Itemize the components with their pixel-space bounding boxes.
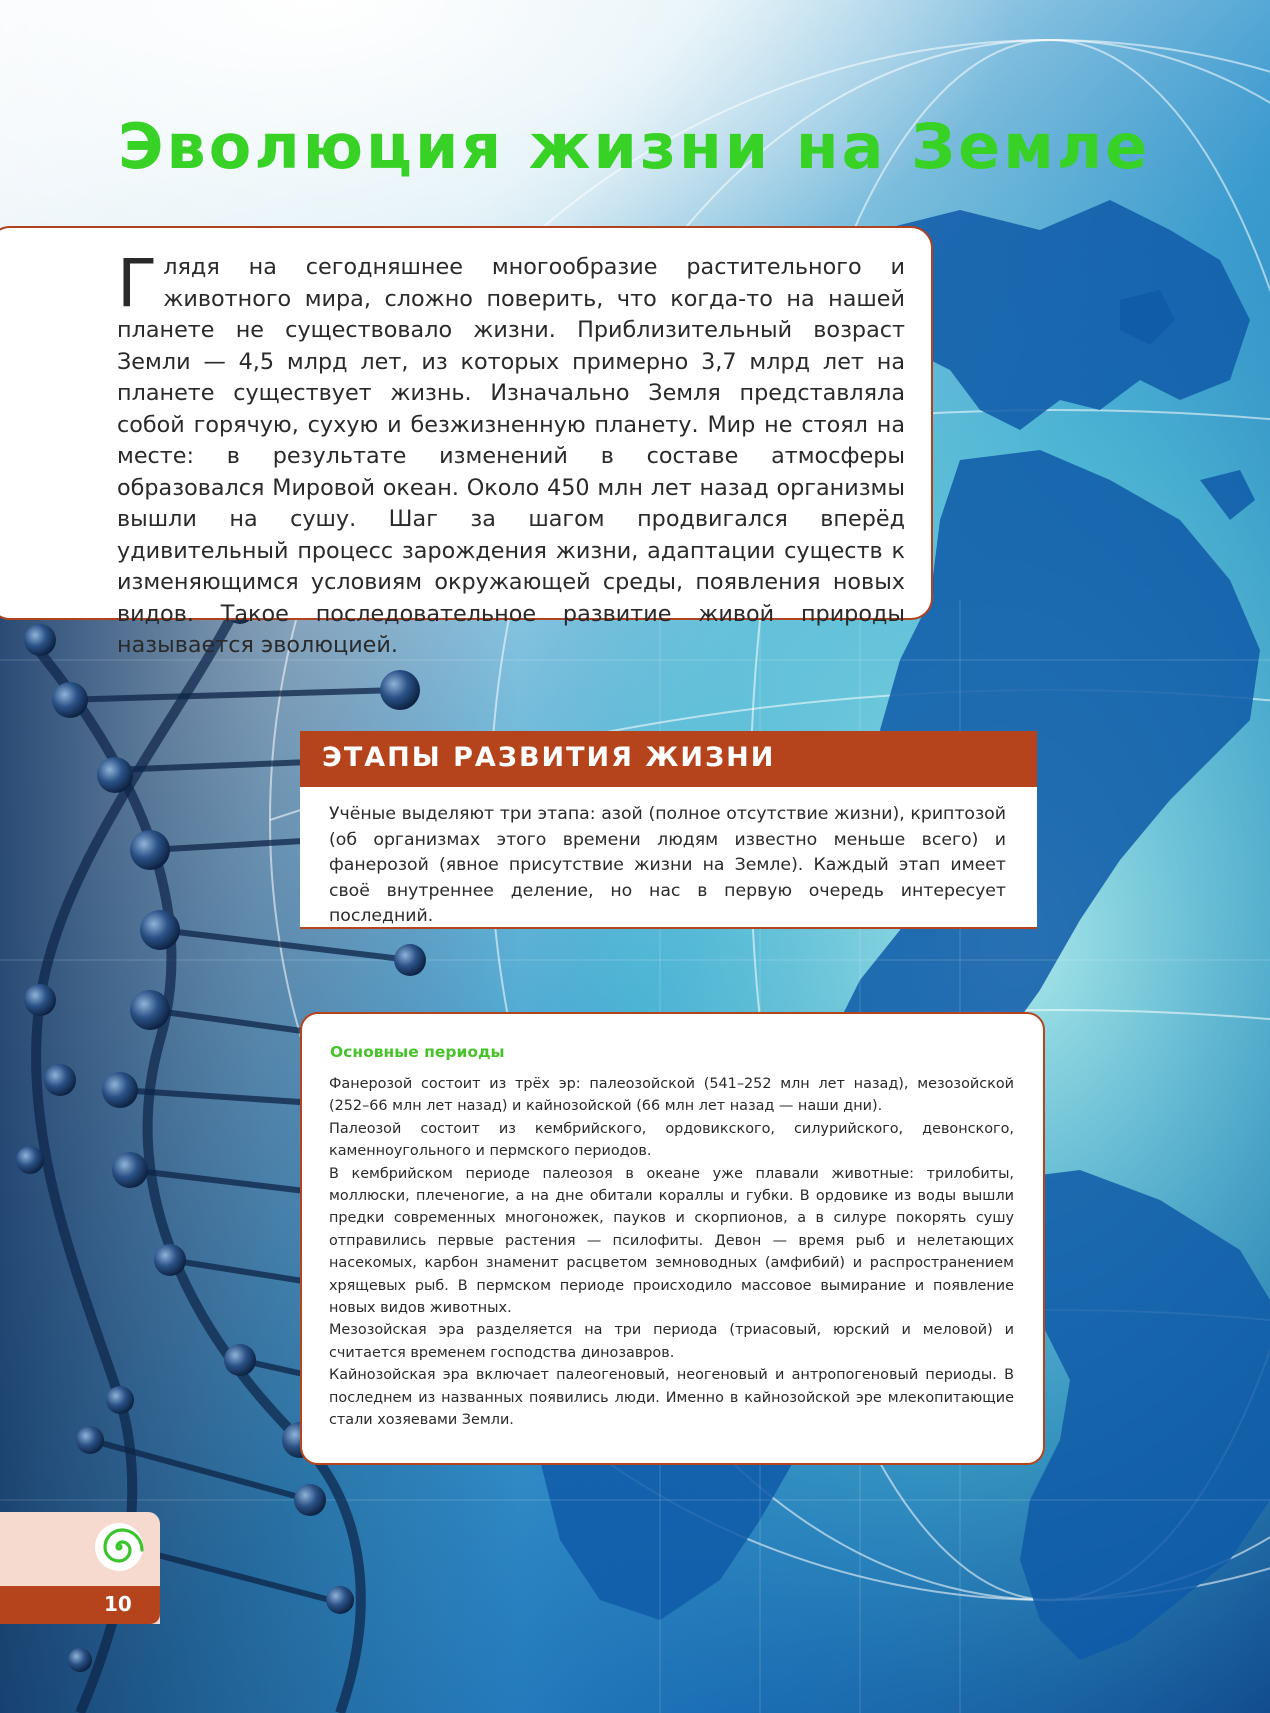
periods-paragraph: В кембрийском периоде палеозоя в океане уже плавали животные: трилобиты, моллюски, плеченогие, а на дне обитали кораллы и губки. В ордовике из воды вышли предки современных многоножек, пауков и скорпионов, а в силуре покорять сушу отправились первые растения — псилофиты. Девон — время рыб и нелетающих насекомых, карбон знаменит расцветом земноводных (амфибий) и распространением хрящевых рыб. В пермском периоде происходило массовое вымирание и появление новых видов животных.	[329, 1165, 1014, 1317]
periods-body	[329, 1073, 1014, 1432]
spiral-icon	[92, 1520, 146, 1574]
periods-paragraph: Палеозой состоит из кембрийского, ордовикского, силурийского, девонского, каменноугольного и пермского периодов.	[329, 1120, 1014, 1160]
periods-paragraph: Мезозойская эра разделяется на три периода (триасовый, юрский и меловой) и считается временем господства динозавров.	[329, 1322, 1014, 1361]
periods-paragraph: Фанерозой состоит из трёх эр: палеозойской (541–252 млн лет назад), мезозойской (252–66 млн лет назад) и кайнозойской (66 млн лет назад — наши дни).	[329, 1076, 1014, 1115]
intro-text: лядя на сегодняшнее многообразие растительного и животного мира, сложно поверить, что когда-то на нашей планете не существовало жизни. Приблизительный возраст Земли — 4,5 млрд лет, из которых примерно 3,7 млрд лет на планете существует жизнь. Изначально Земля представляла собой горячую, сухую и безжизненную планету. Мир не стоял на месте: в результате изменений в составе атмосферы образовался Мировой океан. Около 450 млн лет назад организмы вышли на сушу. Шаг за шагом продвигался вперёд удивительный процесс зарождения жизни, адаптации существ к изменяющимся условиям окружающей среды, появления новых видов. Такое последовательное развитие живой природы называется эволюцией.	[117, 254, 905, 658]
page-number: 10	[104, 1592, 132, 1616]
periods-heading: Основные периоды	[330, 1043, 505, 1061]
periods-paragraph: Кайнозойская эра включает палеогеновый, неогеновый и антропогеновый периоды. В последнем из названных появились люди. Именно в кайнозойской эре млекопитающие стали хозяевами Земли.	[329, 1367, 1014, 1429]
stages-paragraph: Учёные выделяют три этапа: азой (полное отсутствие жизни), криптозой (об организмах этого времени людям известно меньше всего) и фанерозой (явное присутствие жизни на Земле). Каждый этап имеет своё внутреннее деление, но нас в первую очередь интересует последний.	[329, 804, 1006, 926]
page-number-strip	[0, 1586, 160, 1624]
page-title: Эволюция жизни на Земле	[118, 110, 1151, 183]
intro-dropcap: Г	[117, 245, 158, 322]
intro-paragraph	[117, 245, 905, 662]
stages-heading: ЭТАПЫ РАЗВИТИЯ ЖИЗНИ	[300, 731, 1037, 787]
